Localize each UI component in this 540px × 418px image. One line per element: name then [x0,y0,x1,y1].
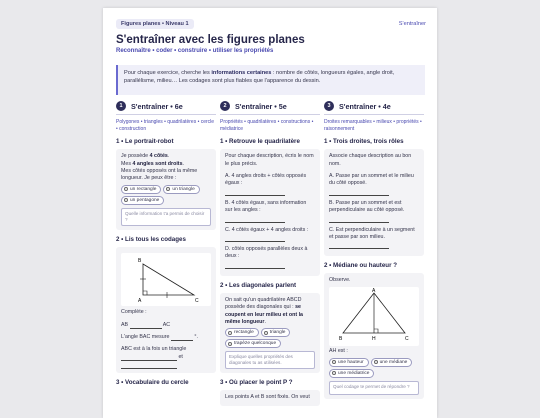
column-title: S'entraîner • 6e [131,101,183,111]
column-4e [324,100,424,399]
radio-icon [332,371,336,375]
blank-field[interactable] [225,189,285,196]
fill-row: L'angle BAC mesure °. [121,334,198,341]
item-b: B. Passe par un sommet et est perpendiculaire au côté opposé. [329,199,405,214]
option-triangle[interactable]: un triangle [163,185,199,194]
answer-options [329,358,419,378]
item-c: C. Est perpendiculaire à un segment et passe par son milieu. [329,226,415,241]
column-6e [116,100,216,386]
fill-row: AB AC [121,321,171,328]
blank-field[interactable] [329,242,389,249]
exercise-title: 1 • Trois droites, trois rôles [324,138,404,146]
radio-icon [374,360,378,364]
radio-icon [228,342,232,346]
clue-line: Mes côtés opposés ont la même longueur. Je peux être : [121,168,198,182]
complete-label: Complète : [121,309,147,316]
column-header [220,100,320,115]
vertex-label: B [138,257,142,264]
level-tag: Figures planes • Niveau 1 [116,19,194,29]
option-hauteur[interactable]: une hauteur [329,358,369,367]
exercise-title: 2 • Les diagonales parlent [220,281,297,289]
fill-row: ABC est à la fois un triangle [121,346,187,353]
fill-row [121,361,211,368]
item-b: B. 4 côtés égaux, sans information sur les angles : [225,199,307,214]
radio-icon [124,198,128,202]
item-c: C. 4 côtés égaux + 4 angles droits : [225,226,309,233]
item-a: A. 4 angles droits + côtés opposés égaux : [225,173,307,187]
answer-options [121,185,211,205]
intro-text-1: Pour chaque exercice, cherche les [124,70,212,76]
page-title: S'entraîner avec les figures planes [116,34,305,46]
column-title: S'entraîner • 4e [339,101,391,111]
explanation-input[interactable]: Explique quelles propriétés des diagonales tu as utilisées. [225,351,315,369]
item-d: D. côtés opposés parallèles deux à deux : [225,246,308,260]
blank-field[interactable] [121,363,177,369]
statement: On sait qu'un quadrilatère ABCD possède des diagonales qui : se coupent en leur milieu et ont la même longueur. [225,296,303,326]
exercise-card [324,273,424,398]
blank-field[interactable] [225,216,285,223]
fill-row: et [121,354,211,361]
exercise-title: 3 • Où placer le point P ? [220,379,293,387]
vertex-label: B [339,335,343,342]
answer-options [225,328,315,348]
statement: Les points A et B sont fixés. On veut [225,394,310,401]
column-subtitle: Polygones • triangles • quadrilatères • cercle • construction [116,119,215,132]
radio-icon [264,331,268,335]
worksheet-page [103,8,437,418]
option-triangle[interactable]: triangle [261,328,291,337]
exercise-card [116,247,216,373]
question-label: AH est : [329,348,348,355]
instructions: Associe chaque description au bon nom. [329,153,412,167]
option-rectangle[interactable]: un rectangle [121,185,161,194]
clue-line: Mes 4 angles sont droits. [121,160,185,167]
blank-field[interactable] [329,216,389,223]
column-number: 1 [116,101,126,111]
radio-icon [124,187,128,191]
justification-input[interactable]: Quelle information t'a permis de choisir ? [121,208,211,226]
column-subtitle: Propriétés • quadrilatères • constructions • médiatrice [220,119,314,132]
vertex-label: A [372,287,376,294]
blank-field[interactable] [171,335,193,341]
column-title: S'entraîner • 5e [235,101,287,111]
exercise-title: 2 • Lis tous les codages [116,235,186,243]
exercise-card [220,293,320,374]
justification-input[interactable]: Quel codage te permet de répondre ? [329,381,419,395]
exercise-title: 1 • Le portrait-robot [116,138,174,146]
column-number: 2 [220,101,230,111]
option-trapeze[interactable]: trapèze quelconque [225,339,281,348]
vertex-label: C [195,297,199,303]
page-header [116,19,426,33]
blank-field[interactable] [130,323,162,329]
option-rectangle[interactable]: rectangle [225,328,259,337]
item-a: A. Passe par un sommet et le milieu du côté opposé. [329,173,414,187]
exercise-card [220,390,320,405]
column-header [324,100,424,115]
option-mediane[interactable]: une médiane [371,358,413,367]
header-link[interactable]: S'entraîner [398,21,426,27]
page-subtitle: Reconnaître • coder • construire • utiliser les propriétés [116,48,274,54]
exercise-card [324,149,424,256]
intro-callout [116,65,425,95]
exercise-card [220,149,320,276]
blank-field[interactable] [225,262,285,269]
exercise-title: 1 • Retrouve le quadrilatère [220,138,300,146]
blank-field[interactable] [225,235,285,242]
vertex-label: H [372,335,376,342]
vertex-label: A [138,297,142,303]
option-mediatrice[interactable]: une médiatrice [329,369,374,378]
blank-field[interactable] [329,189,389,196]
observe-label: Observe. [329,277,351,284]
intro-text-2: : nombre de côtés, longueurs égales, angle droit, parallélisme, milieu… Les codages sont plus fiables que l'apparence du dessin. [124,70,395,84]
vertex-label: C [405,335,409,342]
exercise-card [116,149,216,230]
column-number: 3 [324,101,334,111]
radio-icon [228,331,232,335]
isosceles-triangle-figure [329,287,419,346]
exercise-title: 3 • Vocabulaire du cercle [116,378,189,386]
option-pentagone[interactable]: un pentagone [121,196,164,205]
exercise-title: 2 • Médiane ou hauteur ? [324,262,397,270]
clue-line: Je possède 4 côtés. [121,153,170,160]
column-5e [220,100,320,406]
intro-bold: informations certaines [211,70,272,76]
column-header [116,100,216,115]
right-triangle-figure [121,253,211,306]
radio-icon [332,360,336,364]
radio-icon [166,187,170,191]
instructions: Pour chaque description, écris le nom le plus précis. [225,153,314,167]
column-subtitle: Droites remarquables • milieux • propriétés • raisonnement [324,119,422,132]
